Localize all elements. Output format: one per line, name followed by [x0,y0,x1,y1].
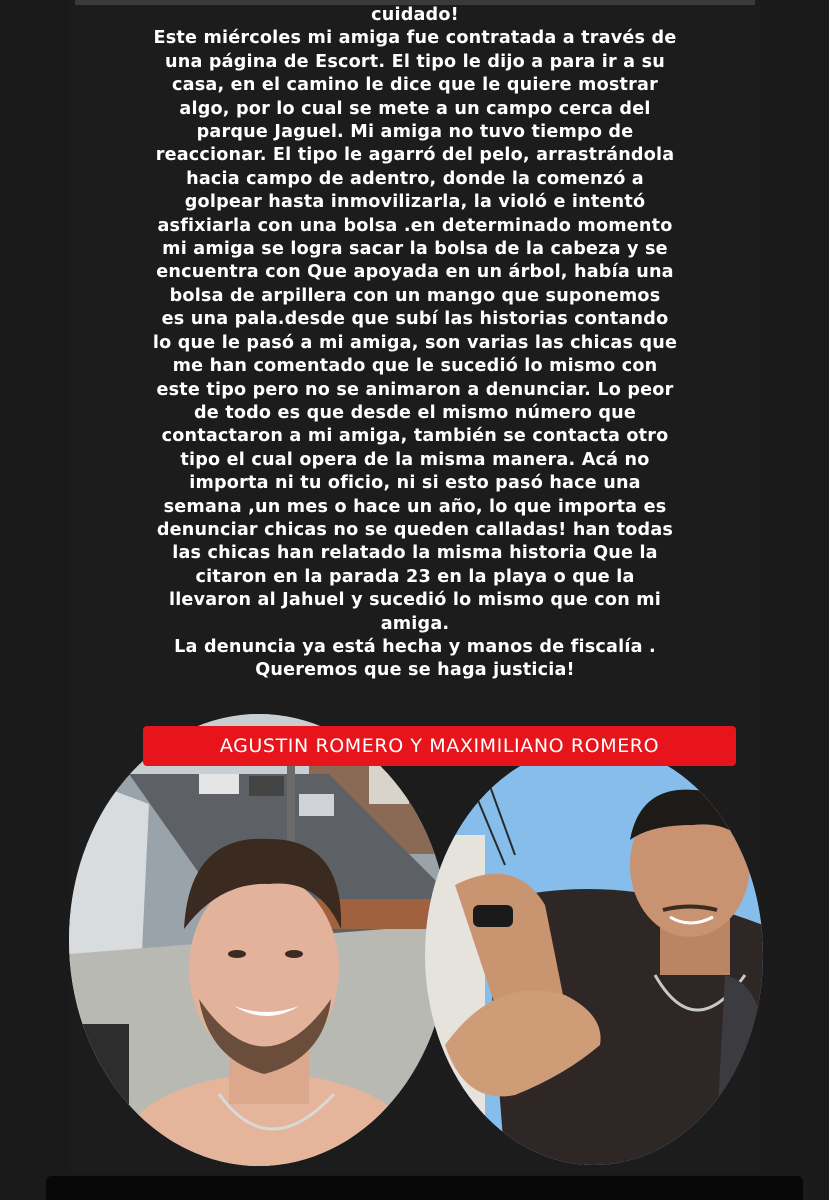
story-line: Queremos que se haga justicia! [255,660,575,681]
story-line: citaron en la parada 23 en la playa o que la [195,566,635,587]
photo-maximiliano-illustration [425,745,763,1165]
story-line: Este miércoles mi amiga fue contratada a través de [153,28,677,49]
story-line: parque Jaguel. Mi amiga no tuvo tiempo de [196,122,634,143]
story-line: tipo el cual opera de la misma manera. Acá no [180,449,650,470]
story-line: reaccionar. El tipo le agarró del pelo, arrastrándola [155,145,675,166]
bottom-bar [46,1176,803,1200]
story-line: mi amiga se logra sacar la bolsa de la cabeza y se [162,239,668,260]
story-line: bolsa de arpillera con un mango que suponemos [169,285,661,306]
story-line: La denuncia ya está hecha y manos de fiscalía . [174,636,656,657]
photo-maximiliano [425,745,763,1165]
story-line: este tipo pero no se animaron a denunciar. Lo peor [156,379,674,400]
photo-agustin [69,714,449,1166]
story-line: hacia campo de adentro, donde la comenzó a [186,168,644,189]
story-line: una página de Escort. El tipo le dijo a para ir a su [165,51,665,72]
story-line: semana ,un mes o hace un año, lo que importa es [163,496,667,517]
story-line: amiga. [380,613,450,634]
story-line: encuentra con Que apoyada en un árbol, había una [156,262,674,283]
story-line: denunciar chicas no se queden calladas! han todas [156,519,674,540]
story-line: es una pala.desde que subí las historias contando [161,309,669,330]
story-line: casa, en el camino le dice que le quiere mostrar [172,75,658,96]
story-line: contactaron a mi amiga, también se contacta otro [161,426,669,447]
story-line: llevaron al Jahuel y sucedió lo mismo que con mi [168,590,662,611]
names-banner: AGUSTIN ROMERO Y MAXIMILIANO ROMERO [143,726,736,766]
story-line: cuidado! [371,5,459,25]
story-line: de todo es que desde el mismo número que [193,402,637,423]
story-line: lo que le pasó a mi amiga, son varias las chicas que [152,332,678,353]
story-line: las chicas han relatado la misma historia Que la [172,543,658,564]
story-line: golpear hasta inmovilizarla, la violó e intentó [184,192,646,213]
story-line: importa ni tu oficio, ni si esto pasó hace una [189,473,641,494]
photo-agustin-illustration [69,714,449,1166]
story-line: asfixiarla con una bolsa .en determinado momento [157,215,673,236]
story-line: me han comentado que le sucedió lo mismo con [172,356,658,377]
story-text [110,4,720,683]
story-line: algo, por lo cual se mete a un campo cerca del [179,98,651,119]
